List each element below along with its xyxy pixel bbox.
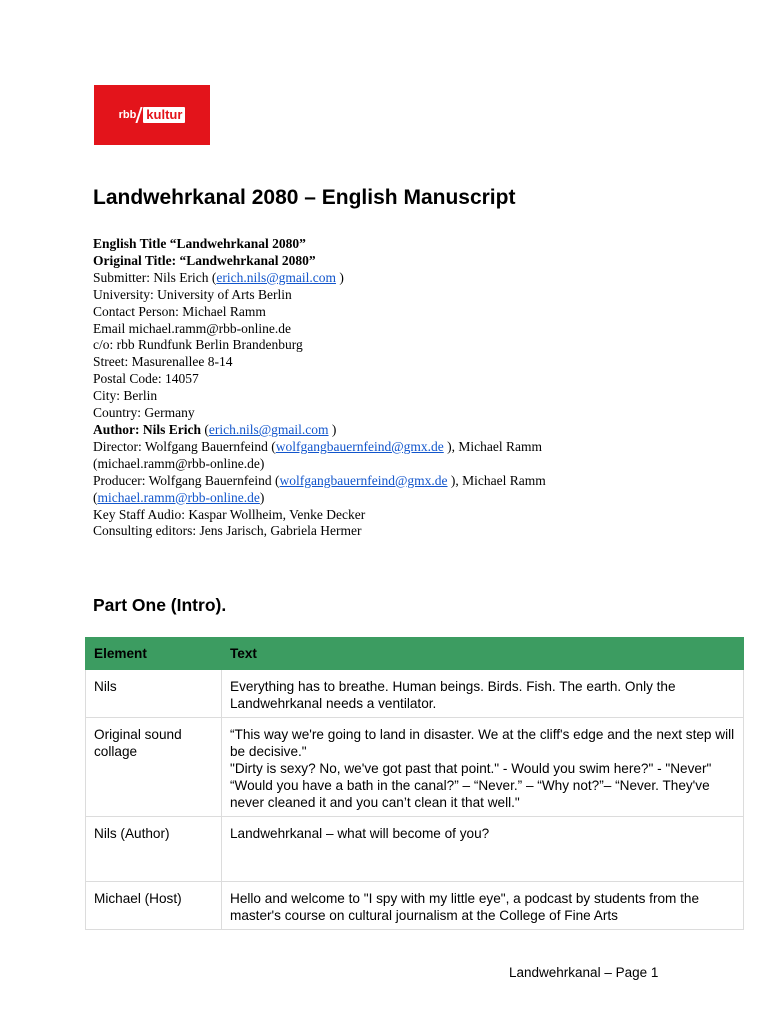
table-header-row [86, 638, 744, 670]
row-element: Michael (Host) [86, 882, 222, 930]
table-row [86, 670, 744, 718]
header-text: Text [222, 638, 744, 670]
co-line: c/o: rbb Rundfunk Berlin Brandenburg [93, 337, 303, 353]
submitter-line: Submitter: Nils Erich (erich.nils@gmail.com ) [93, 269, 344, 285]
submitter-email-link[interactable]: erich.nils@gmail.com [216, 269, 337, 285]
consulting-line: Consulting editors: Jens Jarisch, Gabriela Hermer [93, 523, 362, 539]
producer-line: Producer: Wolfgang Bauernfeind (wolfgangbauernfeind@gmx.de ), Michael Ramm [93, 472, 546, 488]
director-line: Director: Wolfgang Bauernfeind (wolfgangbauernfeind@gmx.de ), Michael Ramm [93, 438, 542, 454]
country-line: Country: Germany [93, 405, 195, 421]
producer-email-link-2[interactable]: michael.ramm@rbb-online.de [97, 489, 260, 505]
row-text: “This way we're going to land in disaster. We at the cliff's edge and the next step will be decisive." "Dirty is sexy? No, we've got past that point." - Would you swim here?" - "Never" “Would you have a bath in the canal?” – “Never.” – “Why not?”– “Never. They've never cleaned it and you can’t clean it that well." [222, 718, 744, 817]
city-line: City: Berlin [93, 388, 158, 404]
row-text: Landwehrkanal – what will become of you? [222, 817, 744, 882]
logo-rbb-text: rbb [118, 109, 137, 121]
key-staff-line: Key Staff Audio: Kaspar Wollheim, Venke Decker [93, 506, 366, 522]
street-line: Street: Masurenallee 8-14 [93, 354, 233, 370]
university-line: University: University of Arts Berlin [93, 286, 292, 302]
director-email-link[interactable]: wolfgangbauernfeind@gmx.de [275, 438, 444, 454]
header-element: Element [86, 638, 222, 670]
email-line: Email michael.ramm@rbb-online.de [93, 320, 291, 336]
original-title: Original Title: “Landwehrkanal 2080” [93, 252, 316, 268]
row-element: Original sound collage [86, 718, 222, 817]
table-row [86, 882, 744, 930]
row-element: Nils (Author) [86, 817, 222, 882]
logo-slash [136, 107, 143, 123]
table-row [86, 718, 744, 817]
producer-line-2: (michael.ramm@rbb-online.de) [93, 489, 265, 505]
author-email-link[interactable]: erich.nils@gmail.com [208, 421, 329, 437]
script-table [85, 637, 744, 930]
contact-line: Contact Person: Michael Ramm [93, 303, 266, 319]
document-title: Landwehrkanal 2080 – English Manuscript [93, 186, 516, 209]
author-line: Author: Nils Erich (erich.nils@gmail.com ) [93, 421, 337, 437]
page-footer: Landwehrkanal – Page 1 [509, 965, 659, 980]
row-text: Everything has to breathe. Human beings. Birds. Fish. The earth. Only the Landwehrkanal needs a ventilator. [222, 670, 744, 718]
producer-email-link[interactable]: wolfgangbauernfeind@gmx.de [279, 472, 448, 488]
part-title: Part One (Intro). [93, 595, 227, 615]
postal-line: Postal Code: 14057 [93, 371, 199, 387]
metadata-block [93, 236, 693, 540]
row-element: Nils [86, 670, 222, 718]
table-row [86, 817, 744, 882]
rbb-kultur-logo [94, 85, 210, 145]
director-line-2: (michael.ramm@rbb-online.de) [93, 455, 265, 471]
english-title: English Title “Landwehrkanal 2080” [93, 236, 306, 251]
row-text: Hello and welcome to "I spy with my little eye", a podcast by students from the master's course on cultural journalism at the College of Fine Arts [222, 882, 744, 930]
logo-kultur-text: kultur [143, 107, 185, 123]
